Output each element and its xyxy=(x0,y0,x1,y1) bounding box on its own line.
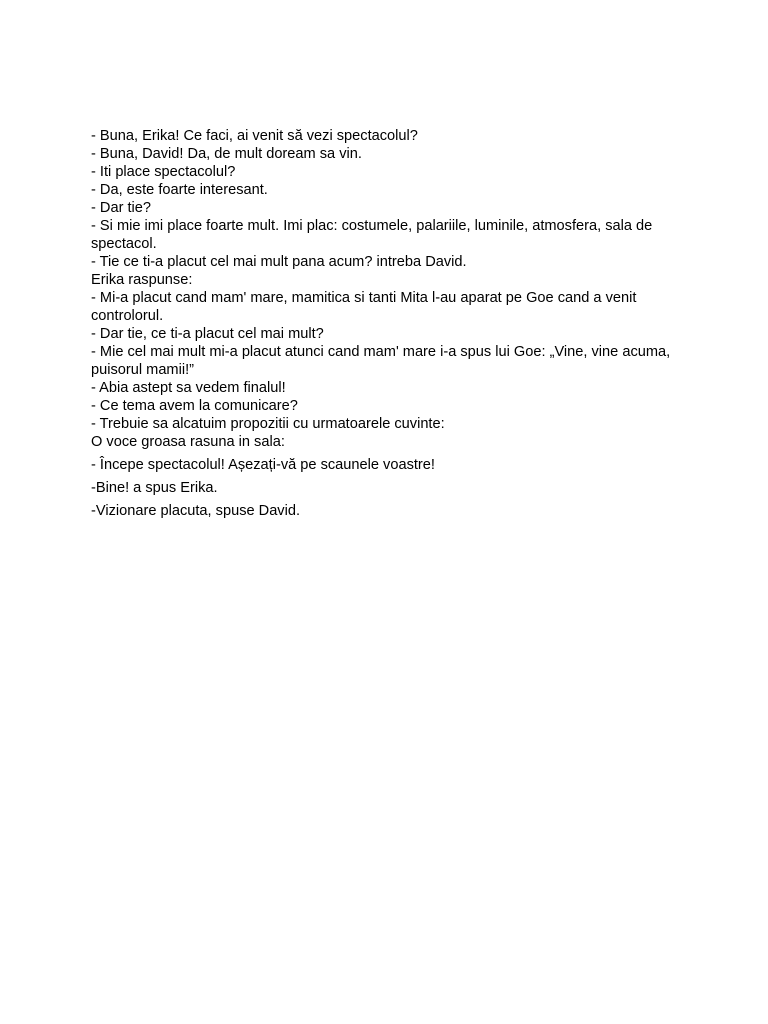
dialogue-line-3: - Iti place spectacolul? xyxy=(91,164,236,180)
dialogue-line-10: - Dar tie, ce ti-a placut cel mai mult? xyxy=(91,326,324,342)
dialogue-line-4: - Da, este foarte interesant. xyxy=(91,182,268,198)
dialogue-line-17: -Bine! a spus Erika. xyxy=(91,480,218,496)
dialogue-line-7: - Tie ce ti-a placut cel mai mult pana acum? intreba David. xyxy=(91,254,467,270)
dialogue-line-15: O voce groasa rasuna in sala: xyxy=(91,434,285,450)
dialogue-line-9: - Mi-a placut cand mam' mare, mamitica si tanti Mita l-au aparat pe Goe cand a venit controlorul. xyxy=(91,290,637,324)
dialogue-line-12: - Abia astept sa vedem finalul! xyxy=(91,380,286,396)
dialogue-line-16: - Începe spectacolul! Așezați-vă pe scaunele voastre! xyxy=(91,457,435,473)
dialogue-line-14: - Trebuie sa alcatuim propozitii cu urmatoarele cuvinte: xyxy=(91,416,445,432)
dialogue-line-13: - Ce tema avem la comunicare? xyxy=(91,398,298,414)
dialogue-line-2: - Buna, David! Da, de mult doream sa vin. xyxy=(91,146,362,162)
dialogue-line-5: - Dar tie? xyxy=(91,200,152,216)
dialogue-line-1: - Buna, Erika! Ce faci, ai venit să vezi spectacolul? xyxy=(91,128,418,144)
dialogue-line-18: -Vizionare placuta, spuse David. xyxy=(91,503,301,519)
dialogue-line-8: Erika raspunse: xyxy=(91,272,193,288)
dialogue-line-11: - Mie cel mai mult mi-a placut atunci cand mam' mare i-a spus lui Goe: „Vine, vine acuma, puisorul mamii!” xyxy=(91,344,671,378)
dialogue-text-block xyxy=(91,127,681,520)
dialogue-line-6: - Si mie imi place foarte mult. Imi plac: costumele, palariile, luminile, atmosfera, sala de spectacol. xyxy=(91,218,653,252)
